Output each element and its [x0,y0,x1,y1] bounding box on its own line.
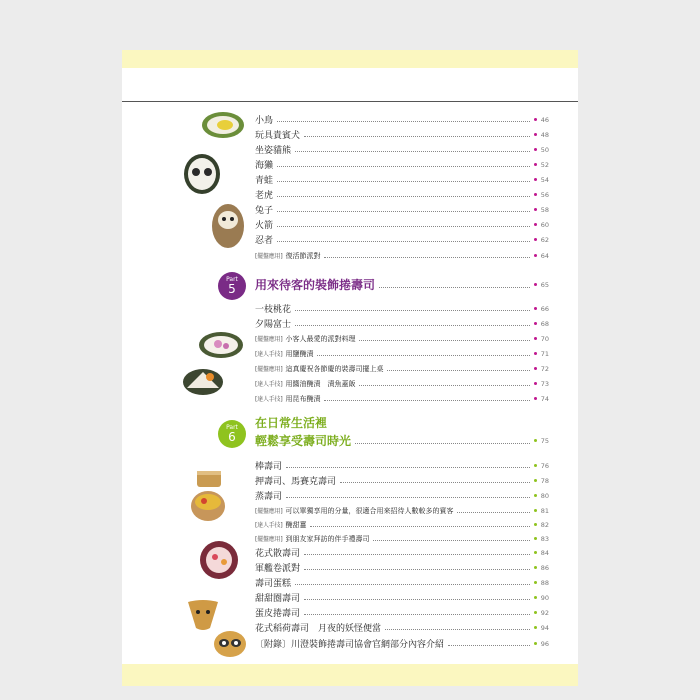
page-bullet [534,223,537,226]
page-bullet [534,626,537,629]
page-bullet [534,611,537,614]
dot-leader [457,512,530,513]
page-bullet [534,352,537,355]
entry-title: 玩具貴賓犬 [255,131,301,141]
toc-entry[interactable] [255,248,549,263]
header-rule [122,101,578,102]
entry-title: 到朋友家拜訪的伴手禮壽司 [285,534,370,543]
entry-title: 蒸壽司 [255,492,283,502]
page-bullet [534,238,537,241]
dot-leader [304,569,530,570]
part-6-title-line1: 在日常生活裡 [255,416,328,430]
part-6-label: Part [226,424,238,431]
entry-title: 老虎 [255,191,274,201]
entry-title: 坐姿貓熊 [255,146,292,156]
toc-entry[interactable] [255,187,549,202]
dot-leader [310,526,530,527]
dot-leader [277,166,530,167]
page-bullet [534,509,537,512]
entry-page-number: 86 [540,563,549,572]
part-6-badge [218,420,246,448]
page-bullet [534,193,537,196]
page-bullet [534,566,537,569]
entry-page-number: 84 [540,548,549,557]
dot-leader [387,370,530,371]
page-bullet [534,367,537,370]
toc-entry[interactable] [255,590,549,605]
entry-tag: [達人手技] [255,522,283,529]
entry-page-number: 83 [540,534,549,543]
page-bullet [534,551,537,554]
entry-page-number: 74 [540,394,549,403]
entry-title: 可以單獨享用的分量，很適合用來招待人數較多的賓客 [285,506,454,515]
entry-title: 用鹽醃漬 [285,349,314,358]
dot-leader [317,355,530,356]
entry-title: 這真慶祝各節慶的裝壽司擺上桌 [285,364,384,373]
toc-entry[interactable] [255,376,549,391]
entry-title: 用醬油醃漬 漬魚蓋飯 [285,379,356,388]
part-5-heading[interactable] [255,276,549,293]
entry-page-number: 88 [540,578,549,587]
entry-title: 火箭 [255,221,274,231]
entry-tag: [達人手技] [255,396,283,403]
toc-entry[interactable] [255,127,549,142]
page-bullet [534,118,537,121]
dot-leader [355,443,530,444]
header-band [122,50,578,68]
page-bullet [534,133,537,136]
entry-page-number: 73 [540,379,549,388]
entry-title: 押壽司、馬賽克壽司 [255,477,337,487]
entry-title: 一枝桃花 [255,305,292,315]
bird-sushi-illustration [200,110,246,140]
dot-leader [359,385,530,386]
entry-page-number: 68 [540,319,549,328]
entry-page-number: 50 [540,145,549,154]
page-bullet [534,464,537,467]
peach-blossom-sushi-illustration [198,330,244,360]
entry-title: 軍艦卷派對 [255,564,301,574]
toc-entry[interactable] [255,112,549,127]
toc-entry[interactable] [255,232,549,247]
dot-leader [359,340,530,341]
entry-title: 花式散壽司 [255,549,301,559]
page-bullet [534,178,537,181]
dot-leader [295,325,530,326]
entry-page-number: 92 [540,608,549,617]
toc-entry[interactable] [255,157,549,172]
page-bullet [534,148,537,151]
page-bullet [534,283,537,286]
toc-entry[interactable] [255,503,549,518]
part-6-page: 75 [540,436,549,445]
dot-leader [304,599,530,600]
toc-entry[interactable] [255,142,549,157]
toc-entry[interactable] [255,217,549,232]
entry-title: 壽司蛋糕 [255,579,292,589]
dot-leader [373,540,530,541]
entry-page-number: 56 [540,190,549,199]
page-bullet [534,307,537,310]
part-6-heading-line1 [255,414,549,431]
page-bullet [534,208,537,211]
dot-leader [324,400,530,401]
page-bullet [534,494,537,497]
entry-title: 棒壽司 [255,462,283,472]
entry-title: 復活節派對 [285,251,321,260]
entry-page-number: 94 [540,623,549,632]
entry-title: 兔子 [255,206,274,216]
dot-leader [304,136,530,137]
entry-page-number: 96 [540,639,549,648]
entry-page-number: 81 [540,506,549,515]
dot-leader [277,226,530,227]
entry-page-number: 54 [540,175,549,184]
sushi-cake-illustration [198,540,240,580]
toc-entry[interactable] [255,531,549,546]
toc-entry[interactable] [255,560,549,575]
page-bullet [534,439,537,442]
entry-title: 用昆布醃漬 [285,394,321,403]
page-bullet [534,581,537,584]
toc-entry[interactable] [255,172,549,187]
raccoon-bento-illustration [212,626,248,658]
entry-tag: [達人手技] [255,351,283,358]
entry-page-number: 70 [540,334,549,343]
footer-band [122,664,578,686]
entry-title: 海獺 [255,161,274,171]
dot-leader [286,497,530,498]
entry-page-number: 58 [540,205,549,214]
part-6-heading[interactable] [255,432,549,449]
dot-leader [385,629,530,630]
entry-page-number: 72 [540,364,549,373]
part-5-page: 65 [540,280,549,289]
entry-title: 甜甜圈壽司 [255,594,301,604]
page-bullet [534,523,537,526]
part-5-title: 用來待客的裝飾捲壽司 [255,278,376,292]
entry-title: 忍者 [255,236,274,246]
entry-page-number: 78 [540,476,549,485]
entry-title: 夕陽富士 [255,320,292,330]
toc-entry[interactable] [255,391,549,406]
toc-entry[interactable] [255,361,549,376]
part-5-number: 5 [228,282,236,296]
entry-title: 小鳥 [255,116,274,126]
entry-title: 蛋皮捲壽司 [255,609,301,619]
entry-page-number: 80 [540,491,549,500]
page-bullet [534,397,537,400]
entry-page-number: 62 [540,235,549,244]
toc-entry[interactable] [255,202,549,217]
entry-tag: [達人手技] [255,381,283,388]
part-5-badge [218,272,246,300]
entry-page-number: 60 [540,220,549,229]
toc-entry[interactable] [255,301,549,316]
page-bullet [534,163,537,166]
toc-entry[interactable] [255,488,549,503]
sea-otter-sushi-illustration [210,202,246,250]
entry-page-number: 90 [540,593,549,602]
entry-page-number: 46 [540,115,549,124]
entry-page-number: 71 [540,349,549,358]
entry-page-number: 64 [540,251,549,260]
panda-sushi-illustration [182,152,222,196]
entry-page-number: 48 [540,130,549,139]
page-bullet [534,537,537,540]
page-bullet [534,254,537,257]
entry-tag: [擺盤應用] [255,253,283,260]
dot-leader [277,181,530,182]
part-5-label: Part [226,276,238,283]
entry-tag: [擺盤應用] [255,508,283,515]
dot-leader [277,121,530,122]
entry-title: 〔附錄〕川澄裝飾捲壽司協會官網部分內容介紹 [255,640,445,650]
dot-leader [277,241,530,242]
dot-leader [277,196,530,197]
toc-entry[interactable] [255,517,549,532]
entry-title: 醃甜薑 [285,520,307,529]
dot-leader [277,211,530,212]
entry-tag: [擺盤應用] [255,336,283,343]
dot-leader [340,482,530,483]
dot-leader [295,151,530,152]
dot-leader [379,287,530,288]
entry-page-number: 82 [540,520,549,529]
toc-entry[interactable] [255,346,549,361]
dot-leader [295,310,530,311]
page-bullet [534,337,537,340]
page-bullet [534,479,537,482]
toc-entry[interactable] [255,575,549,590]
toc-entry[interactable] [255,636,549,651]
toc-entry[interactable] [255,458,549,473]
toc-entry[interactable] [255,620,549,635]
entry-page-number: 76 [540,461,549,470]
dot-leader [324,257,530,258]
page-bullet [534,596,537,599]
entry-page-number: 52 [540,160,549,169]
part-6-number: 6 [228,430,236,444]
entry-title: 花式稻荷壽司 月夜的妖怪便當 [255,624,382,634]
toc-entry[interactable] [255,545,549,560]
entry-title: 小客人最愛的派對料理 [285,334,356,343]
toc-entry[interactable] [255,473,549,488]
page-bullet [534,382,537,385]
dot-leader [304,614,530,615]
entry-page-number: 66 [540,304,549,313]
steamer-basket-illustration [196,468,222,488]
sunset-fuji-sushi-illustration [182,366,224,396]
dot-leader [304,554,530,555]
page-bullet [534,322,537,325]
dot-leader [448,645,530,646]
part-6-title-line2: 輕鬆享受壽司時光 [255,434,352,448]
dot-leader [286,467,530,468]
page-bullet [534,642,537,645]
steamed-sushi-bowl-illustration [190,490,226,522]
entry-tag: [擺盤應用] [255,366,283,373]
toc-entry[interactable] [255,605,549,620]
dot-leader [295,584,530,585]
toc-entry[interactable] [255,331,549,346]
entry-tag: [擺盤應用] [255,536,283,543]
book-page [122,50,578,686]
entry-title: 青蛙 [255,176,274,186]
toc-entry[interactable] [255,316,549,331]
